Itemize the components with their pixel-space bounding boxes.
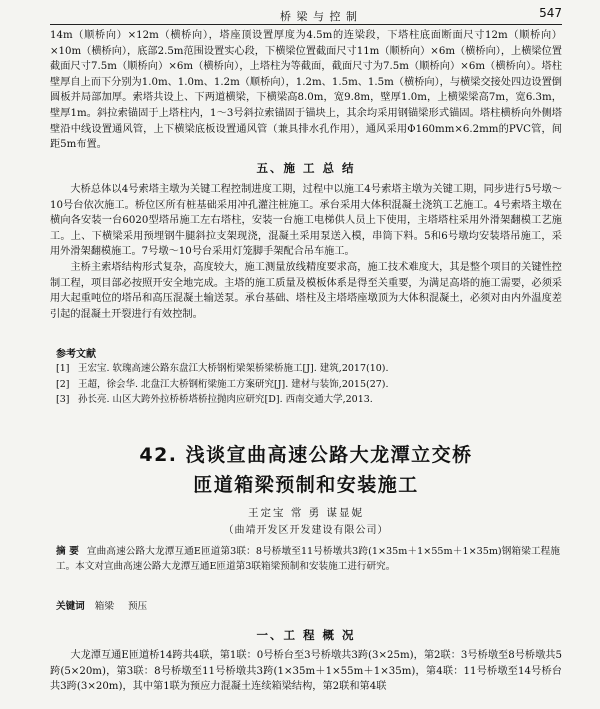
article-title-line-2: 匝道箱梁预制和安装施工: [193, 474, 419, 496]
paragraph: 大龙潭互通E匝道桥14跨共4联，第1联：0号桥台至3号桥墩共3跨(3×25m)，第2联：3号桥墩至8号桥墩共5跨(5×20m)，第3联：8号桥墩至11号桥墩共3跨(1×35m＋1×55m＋1×35m)，第4联：11号桥墩至14号桥台共3跨(3×20m)，其中第1联为预应力混凝土连续箱梁结构，第2联和第4联: [50, 650, 562, 693]
keyword: 箱梁: [94, 601, 114, 612]
reference-text: 王超，徐会华. 北盘江大桥钢桁梁施工方案研究[J]. 建材与装饰,2015(27).: [78, 378, 389, 390]
reference-text: 王宏宝. 软瑰高速公路东盘江大桥钢桁梁架桥梁桥施工[J]. 建筑,2017(10).: [78, 363, 389, 374]
reference-number: [2]: [56, 378, 70, 390]
page-number: 547: [539, 6, 562, 20]
section-1-body: [50, 648, 562, 695]
reference-list: [56, 361, 560, 408]
section-5-body: [50, 182, 562, 322]
keywords-label: 关键词: [56, 601, 85, 612]
reference-number: [1]: [56, 363, 70, 374]
references-title: 参考文献: [56, 349, 96, 360]
article-title-line-1: 42. 浅谈宣曲高速公路大龙潭立交桥: [139, 444, 473, 466]
paragraph: 大桥总体以4号索塔主墩为关键工程控制进度工期，过程中以施工4号索塔主墩为关键工期，同步进行5号墩～10号台依次施工。桥位区所有桩基础采用冲孔灌注桩施工。承台采用大体积混凝土浇筑工艺施工。4号索塔主墩在横向各安装一台6020型塔吊施工左右塔柱，安装一台施工电梯供人员上下使用，主塔塔柱采用外滑架翻模工艺施工。上、下横梁采用预埋钢牛腿斜拉支架现浇，混凝土采用泵送入模，串筒下料。5和6号墩均安装塔吊施工，采用外滑架翻模施工。7号墩～10号台采用灯笼脚手架配合吊车施工。: [50, 184, 562, 258]
running-header: [50, 6, 562, 25]
reference-item: [56, 392, 560, 408]
abstract: [56, 545, 560, 574]
keywords: [56, 598, 560, 612]
paragraph: 主桥主索塔结构形式复杂，高度较大，施工测量放线精度要求高，施工技术难度大，其是整个项目的关键性控制工程，项目部必按照开安全地完成。主塔的施工质量及模板体系是得至关重要，为满足高塔的施工需要，必须采用大起重吨位的塔吊和高压混凝土输送泵。承台基础、塔柱及主塔塔座墩顶为大体积混凝土，必须对由内外温度差引起的混凝土开裂进行有效控制。: [50, 261, 562, 320]
authors: 王定宝 常 勇 谋显妮: [247, 507, 364, 519]
affiliation: （曲靖开发区开发建设有限公司）: [223, 525, 389, 536]
keyword: 预压: [127, 601, 148, 612]
intro-text: [50, 28, 562, 153]
reference-item: [56, 377, 560, 393]
section-5-title: 五、施 工 总 结: [256, 161, 356, 175]
section-1-title: 一、工 程 概 况: [256, 628, 356, 642]
running-title: 桥 梁 与 控 制: [280, 10, 358, 23]
reference-item: [56, 361, 560, 377]
paragraph: 14m（顺桥向）×12m（横桥向），塔座顶设置厚度为4.5m的连梁段，下塔柱底面断面尺寸12m（顺桥向）×10m（横桥向），底部2.5m范围设置实心段，下横梁位置截面尺寸11m（顺桥向）×6m（横桥向），上横梁位置截面尺寸7.5m（顺桥向）×6m（横桥向），上塔柱为等截面，截面尺寸为7.5m（顺桥向）×6m（横桥向）。塔柱壁厚自上而下分别为1.0m、1.0m、1.2m（顺桥向），1.2m、1.5m、1.5m（横桥向），与横梁交接处四边设置倒圆板并局部加厚。索塔共设上、下两道横梁，下横梁高8.0m，宽9.8m，壁厚1.0m，上横梁梁高7m，宽6.3m，壁厚1m。斜拉索锚固于上塔柱内，1～3号斜拉索锚固于锚块上，其余均采用钢锚梁形式锚固。塔柱横桥向外侧塔壁沿中线设置通风管，上下横梁底板设置通风管（兼具排水孔作用），通风采用Φ160mm×6.2mm的PVC管，间距5m布置。: [50, 30, 562, 151]
abstract-text: 宣曲高速公路大龙潭互通E匝道第3联：8号桥墩至11号桥墩共3跨(1×35m＋1×55m＋1×35m)钢箱梁工程施工。本文对宣曲高速公路大龙潭互通E匝道第3联箱梁预制和安装施工进行研究。: [56, 546, 560, 572]
reference-text: 孙长亮. 山区大跨外拉桥桥塔桥拉抛肉应研究[D]. 西南交通大学,2013.: [78, 394, 373, 405]
reference-number: [3]: [56, 394, 70, 405]
abstract-label: 摘 要: [56, 546, 79, 557]
